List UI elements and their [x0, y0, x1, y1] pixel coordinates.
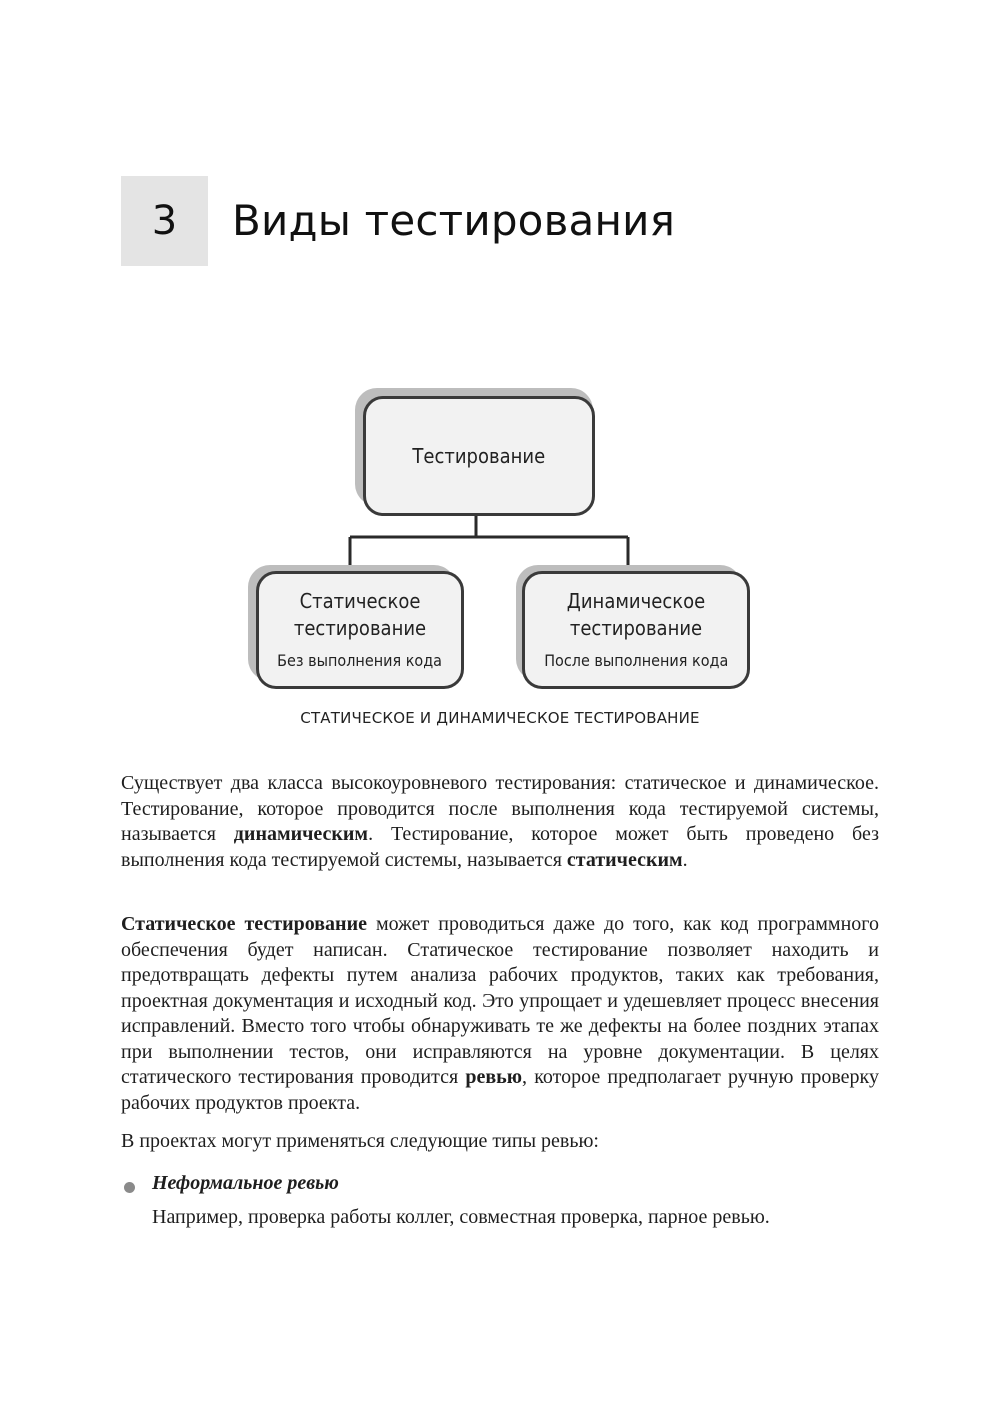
- paragraph-1-text-3: .: [682, 848, 688, 871]
- paragraph-2-text-1: может проводиться даже до того, как код программного обеспечения будет написан. Статическое тестирование позволяет находить и предотвращать дефекты путем анализа рабочих продуктов, таких как требования, проектная документация и исходный код. Это упрощает и удешевляет процесс внесения исправлений. Вместо того чтобы обнаруживать те же дефекты на более поздних этапах при выполнении тестов, они исправляются на уровне документации. В целях статического тестирования проводится: [121, 913, 879, 1088]
- figure-caption: СТАТИЧЕСКОЕ И ДИНАМИЧЕСКОЕ ТЕСТИРОВАНИЕ: [300, 709, 700, 727]
- static-testing-note: Без выполнения кода: [277, 651, 443, 670]
- testing-types-diagram: [240, 385, 760, 705]
- paragraph-1-text-1: Существует два класса высокоуровневого тестирования: статическое и динамическое. Тестирование, которое проводится после выполнения кода тестируемой системы, называется: [121, 772, 879, 845]
- dynamic-testing-note: После выполнения кода: [543, 651, 729, 670]
- paragraph-1-text-2: . Тестирование, которое может быть проведено без выполнения кода тестируемой системы, называется: [121, 823, 879, 871]
- paragraph-2-bold-2: ревью: [465, 1066, 523, 1088]
- paragraph-3: В проектах могут применяться следующие типы ревью:: [121, 1130, 599, 1152]
- paragraph-2-bold-1: Статическое тестирование: [121, 913, 367, 935]
- bullet-description: Например, проверка работы коллег, совместная проверка, парное ревью.: [152, 1206, 770, 1228]
- paragraph-1: [121, 771, 879, 873]
- paragraph-1-bold-2: статическим: [566, 848, 683, 871]
- bullet-title: Неформальное ревью: [152, 1172, 339, 1194]
- root-node-label: Тестирование: [412, 443, 546, 468]
- bullet-icon: [124, 1182, 135, 1193]
- chapter-number: 3: [151, 198, 178, 244]
- paragraph-2: [121, 912, 879, 1116]
- chapter-title: Виды тестирования: [232, 196, 676, 245]
- chapter-number-box: [121, 176, 208, 266]
- paragraph-2-text-2: , которое предполагает ручную проверку рабочих продуктов проекта.: [121, 1066, 879, 1114]
- dynamic-testing-title: Динамическое тестирование: [566, 589, 706, 640]
- paragraph-1-bold-1: динамическим: [233, 823, 369, 845]
- static-testing-title: Статическое тестирование: [293, 589, 427, 640]
